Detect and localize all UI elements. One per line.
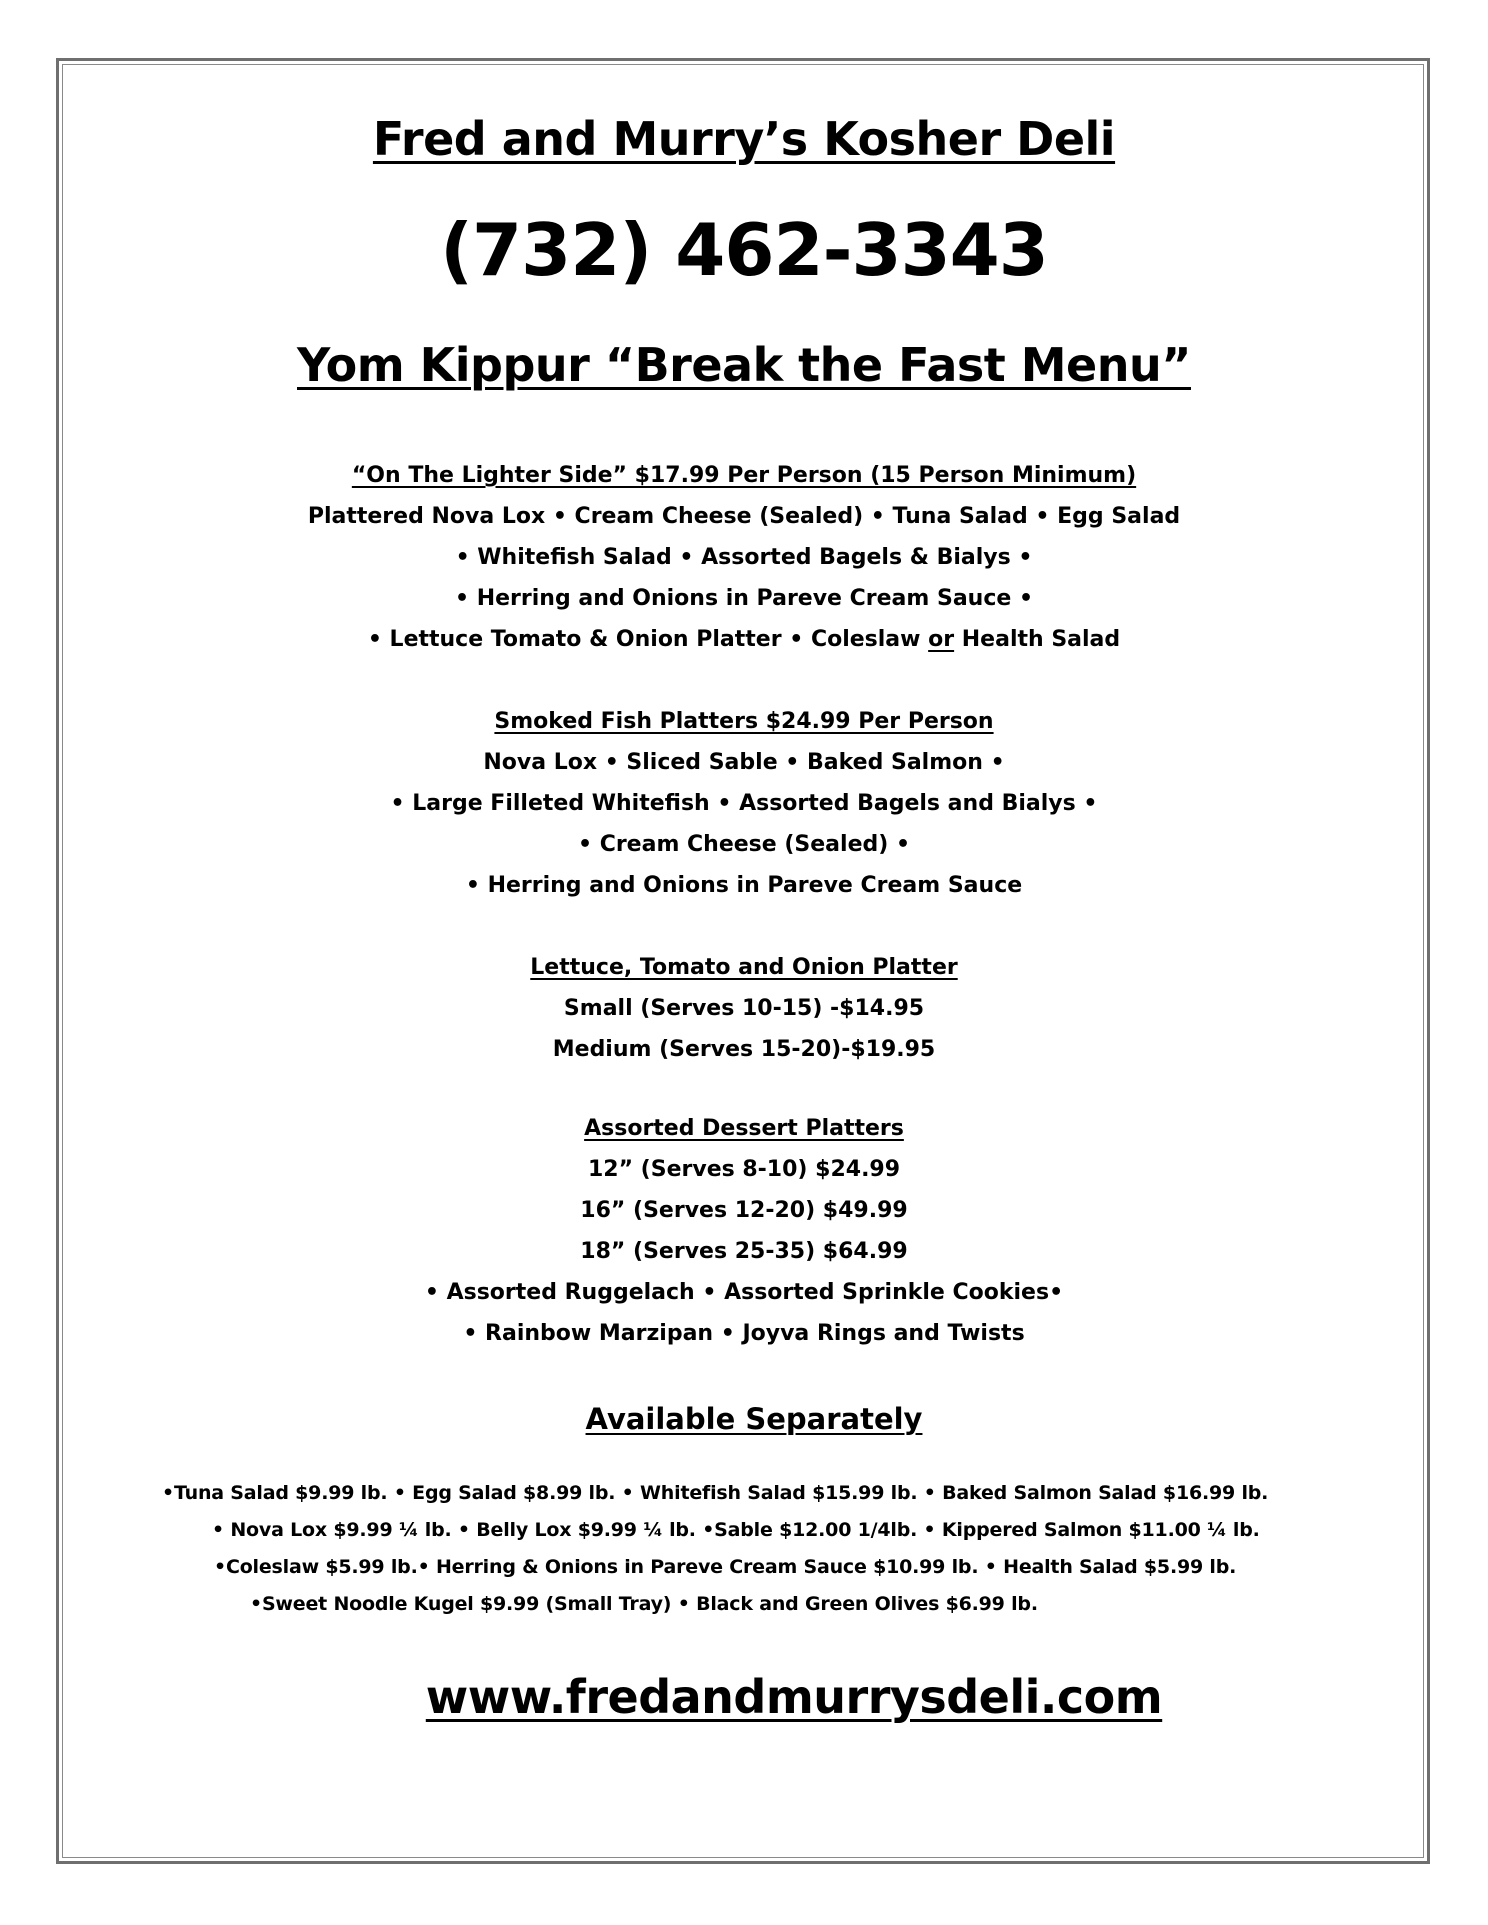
available-separately-item: •Coleslaw $5.99 lb.• Herring & Onions in Pareve Cream Sauce $10.99 lb. • Health Salad $5.99 lb.: [214, 1556, 1237, 1578]
smoked-fish-heading: Smoked Fish Platters $24.99 Per Person: [494, 709, 994, 734]
available-separately-item: •Sweet Noodle Kugel $9.99 (Small Tray) • Black and Green Olives $6.99 lb.: [250, 1593, 1038, 1615]
available-separately-item: •Tuna Salad $9.99 lb. • Egg Salad $8.99 lb. • Whitefish Salad $15.99 lb. • Baked Salmon Salad $16.99 lb.: [162, 1482, 1269, 1504]
lighter-side-item: • Herring and Onions in Pareve Cream Sauce •: [454, 586, 1034, 611]
available-separately-heading-line: [0, 1402, 1488, 1436]
website-line: [0, 1670, 1488, 1724]
menu-title: Yom Kippur “Break the Fast Menu”: [297, 338, 1191, 392]
available-separately-heading: Available Separately: [585, 1402, 923, 1436]
phone-number: (732) 462-3343: [440, 208, 1048, 292]
dessert-item: • Assorted Ruggelach • Assorted Sprinkle Cookies•: [424, 1280, 1064, 1305]
lto-platter-heading-line: [0, 955, 1488, 980]
lighter-side-last-after: Health Salad: [954, 627, 1121, 652]
dessert-item: • Rainbow Marzipan • Joyva Rings and Twists: [463, 1321, 1025, 1346]
lto-platter-item: Medium (Serves 15-20)-$19.95: [552, 1037, 936, 1062]
phone-line: [0, 208, 1488, 292]
menu-title-line: [0, 338, 1488, 392]
website-link[interactable]: www.fredandmurrysdeli.com: [425, 1670, 1163, 1724]
lto-platter-item: Small (Serves 10-15) -$14.95: [563, 996, 925, 1021]
lighter-side-last-before: • Lettuce Tomato & Onion Platter • Coleslaw: [367, 627, 929, 652]
shop-name-line: [0, 112, 1488, 166]
available-separately-item: • Nova Lox $9.99 ¼ lb. • Belly Lox $9.99 ¼ lb. •Sable $12.00 1/4lb. • Kippered Salmon $11.00 ¼ lb.: [212, 1519, 1260, 1541]
lighter-side-last-item: [0, 627, 1488, 652]
smoked-fish-item: Nova Lox • Sliced Sable • Baked Salmon •: [483, 750, 1005, 775]
smoked-fish-item: • Cream Cheese (Sealed) •: [577, 832, 911, 857]
smoked-fish-item: • Large Filleted Whitefish • Assorted Bagels and Bialys •: [390, 791, 1098, 816]
shop-name: Fred and Murry’s Kosher Deli: [372, 112, 1116, 166]
lto-platter-heading: Lettuce, Tomato and Onion Platter: [530, 955, 958, 980]
lighter-side-item: Plattered Nova Lox • Cream Cheese (Sealed) • Tuna Salad • Egg Salad: [307, 504, 1181, 529]
dessert-heading: Assorted Dessert Platters: [584, 1116, 904, 1141]
dessert-item: 16” (Serves 12-20) $49.99: [580, 1198, 908, 1223]
lighter-side-heading-line: [0, 463, 1488, 488]
lighter-side-heading: “On The Lighter Side” $17.99 Per Person (15 Person Minimum): [351, 463, 1137, 488]
dessert-heading-line: [0, 1116, 1488, 1141]
smoked-fish-heading-line: [0, 709, 1488, 734]
lighter-side-item: • Whitefish Salad • Assorted Bagels & Bialys •: [455, 545, 1033, 570]
lighter-side-last-or: or: [928, 627, 955, 652]
smoked-fish-item: • Herring and Onions in Pareve Cream Sauce: [465, 873, 1023, 898]
dessert-item: 12” (Serves 8-10) $24.99: [587, 1157, 901, 1182]
dessert-item: 18” (Serves 25-35) $64.99: [580, 1239, 908, 1264]
